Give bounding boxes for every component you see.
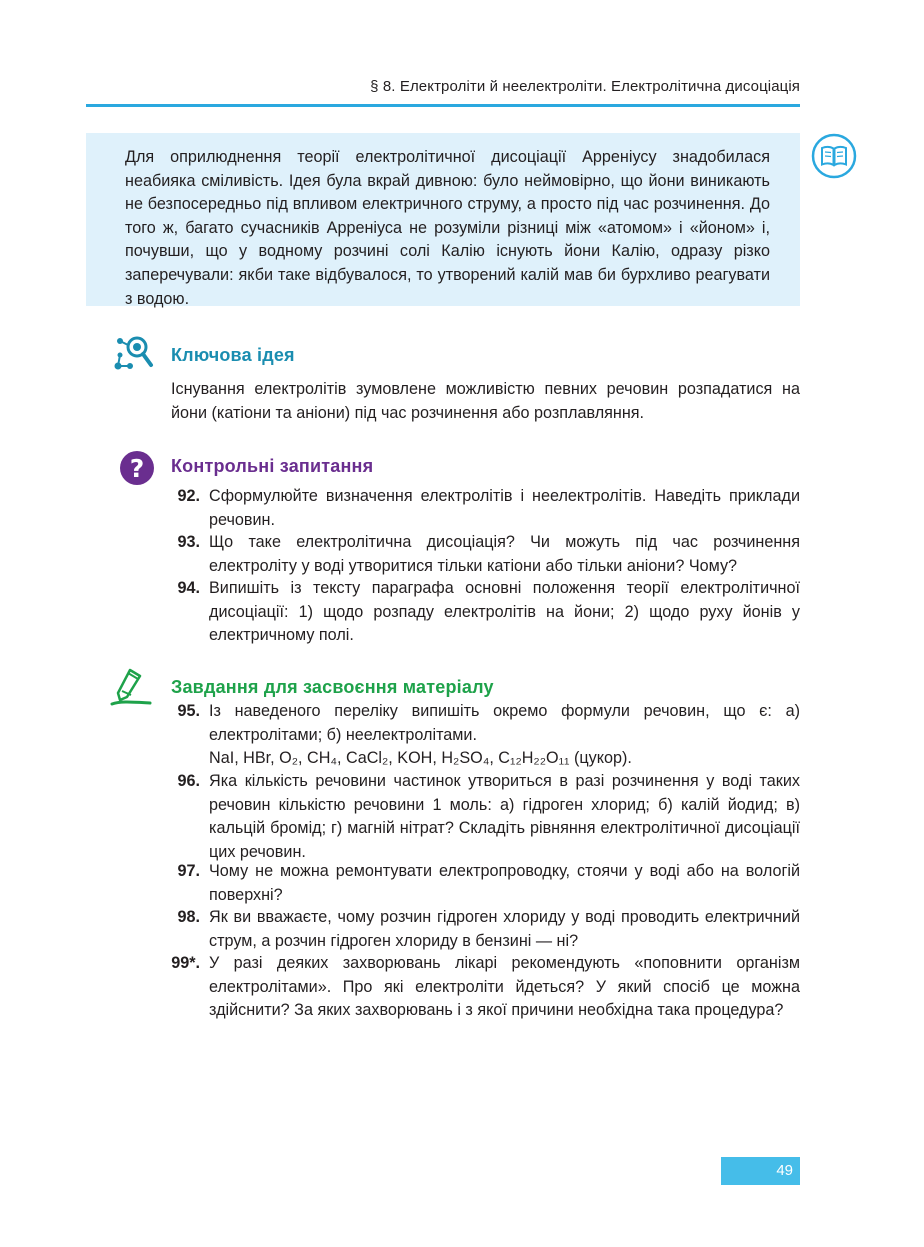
task-text: Як ви вважаєте, чому розчин гідроген хлориду у воді проводить електричний струм, а розчин гідроген хлориду в бензині — ні? (209, 908, 800, 950)
task-text: У разі деяких захворювань лікарі рекомендують «поповнити організм електролітами». Про які електроліти йдеться? У який спосіб це можна здійснити? За яких захворювань і з якої причини необхідна така процедура? (209, 954, 800, 1020)
task-text-main: Із наведеного переліку випишіть окремо формули речовин, що є: а) електролітами; б) неелектролітами. (209, 702, 800, 744)
svg-text:?: ? (129, 454, 145, 483)
magnifier-molecule-icon (110, 333, 154, 373)
task-formula: NaI, HBr, O₂, CH₄, CaCl₂, KOH, H₂SO₄, C₁₂H₂₂O₁₁ (цукор). (209, 749, 632, 768)
question-text: Випишіть із тексту параграфа основні положення теорії електролітичної дисоціації: 1) щодо розпаду електролітів на йони; 2) щодо руху йонів у електричному полі. (209, 579, 800, 645)
question-number: 93. (177, 533, 200, 551)
question-text: Сформулюйте визначення електролітів і неелектролітів. Наведіть приклади речовин. (209, 487, 800, 529)
page-number: 49 (776, 1162, 793, 1179)
task-text (209, 700, 800, 771)
task-text: Яка кількість речовини частинок утвориться в разі розчинення у воді таких речовин кількістю речовини 1 моль: а) гідроген хлорид; б) калій йодид; в) кальцій бромід; г) магній нітрат? Складіть рівняння електролітичної дисоціації цих речовин. (209, 772, 800, 861)
question-number: 92. (177, 487, 200, 505)
task-number: 96. (177, 772, 200, 790)
page-number-badge (721, 1157, 800, 1185)
task-number: 97. (177, 862, 200, 880)
key-idea-title: Ключова ідея (171, 345, 295, 365)
task-number: 98. (177, 908, 200, 926)
running-header: § 8. Електроліти й неелектроліти. Електролітична дисоціація (370, 78, 800, 95)
question-mark-icon (119, 450, 155, 486)
questions-title: Контрольні запитання (171, 456, 374, 476)
key-idea-text: Існування електролітів зумовлене можливістю певних речовин розпадатися на йони (катіони та аніони) під час розчинення або розплавляння. (171, 380, 800, 422)
question-text: Що таке електролітична дисоціація? Чи можуть під час розчинення електроліту у воді утворитися тільки катіони або тільки аніони? Чому? (209, 533, 800, 575)
task-text: Чому не можна ремонтувати електропроводку, стоячи у воді або на вологій поверхні? (209, 862, 800, 904)
tasks-title: Завдання для засвоєння матеріалу (171, 677, 494, 697)
question-number: 94. (177, 579, 200, 597)
book-icon (811, 133, 857, 179)
header-rule (86, 104, 800, 107)
task-number: 95. (177, 702, 200, 720)
task-number: 99*. (171, 954, 200, 972)
info-box-text: Для оприлюднення теорії електролітичної дисоціації Арреніусу знадобилася неабияка сміливість. Ідея була вкрай дивною: було неймовірно, що йони виникають не безпосередньо під впливом електричного струму, а просто під час розчинення. До того ж, багато сучасників Арреніуса не розуміли різниці між «атомом» і «йоном» і, почувши, що у водному розчині солі Калію існують йони Калію, одразу різко заперечували: якби таке відбувалося, то утворений калій мав би бурхливо реагувати з водою. (125, 148, 770, 308)
